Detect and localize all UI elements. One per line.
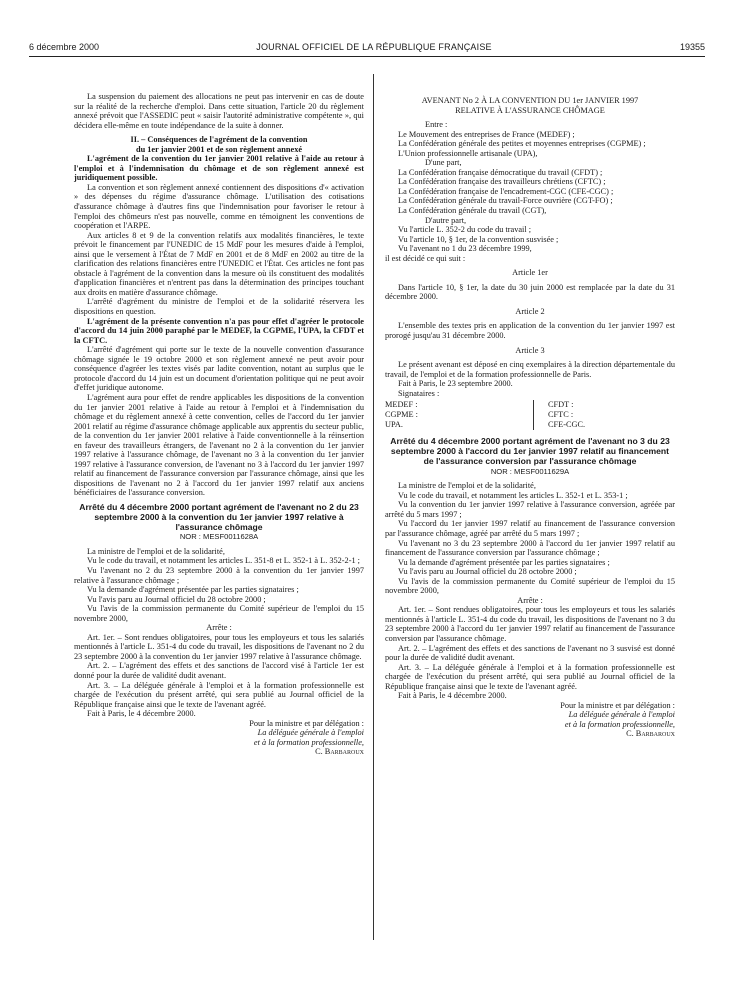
paragraph-bold: L'agrément de la présente convention n'a pas pour effet d'agréer le protocole d'accord du 14 juin 2000 paraphé par le MEDEF, la CGPME, l'UPA, la CFDT et la CFTC.: [74, 316, 364, 345]
party: La Confédération française démocratique du travail (CFDT) ;: [398, 167, 603, 177]
signature-line: Pour la ministre et par délégation :: [560, 700, 675, 710]
party: La Confédération générale des petites et moyennes entreprises (CGPME) ;: [398, 139, 646, 149]
avenant-title: AVENANT No 2 À LA CONVENTION DU 1er JANVIER 1997: [421, 96, 639, 105]
visa: Vu l'article 10, § 1er, de la convention susvisée ;: [398, 234, 559, 244]
page-number: 19355: [679, 42, 705, 52]
signatory: CFTC :: [548, 410, 574, 420]
section-title: du 1er janvier 2001 et de son règlement annexé: [135, 144, 303, 154]
visa: Vu l'avenant no 2 du 23 septembre 2000 à la convention du 1er janvier 1997 relative à l'assurance chômage ;: [74, 566, 364, 585]
visa: Vu l'avis paru au Journal officiel du 28 octobre 2000 ;: [87, 594, 266, 604]
article: Art. 3. – La déléguée générale à l'emploi et à la formation professionnelle est chargée de l'exécution du présent arrêté, qui sera publié au Journal officiel de la République française ainsi que le texte de l'avenant agréé.: [74, 680, 364, 709]
visa: Vu la demande d'agrément présentée par les parties signataires ;: [87, 585, 299, 595]
article-heading: Article 1er: [512, 268, 548, 278]
signing-date: Fait à Paris, le 4 décembre 2000.: [398, 691, 507, 701]
right-column: [385, 96, 675, 739]
party-label: D'une part,: [425, 158, 462, 168]
visa: Vu l'avis paru au Journal officiel du 28 octobre 2000 ;: [398, 567, 577, 577]
signatory: UPA.: [385, 420, 403, 430]
paragraph-bold: L'agrément de la convention du 1er janvier 2001 relative à l'aide au retour à l'emploi et à l'indemnisation du chômage et de son règlement annexé est juridiquement possible.: [74, 154, 364, 183]
visa: Vu le code du travail, et notamment les articles L. 352-1 et L. 353-1 ;: [398, 490, 628, 500]
article: L'ensemble des textes pris en application de la convention du 1er janvier 1997 est prorogé jusqu'au 31 décembre 2000.: [385, 321, 675, 341]
visa: Vu l'avenant no 3 du 23 septembre 2000 à l'accord du 1er janvier 1997 relatif au financement de l'assurance conversion par l'assurance chômage ;: [385, 538, 675, 558]
visa: Vu le code du travail, et notamment les articles L. 351-8 et L. 352-1 à L. 352-2-1 ;: [87, 556, 360, 566]
arrete-label: Arrête :: [206, 623, 232, 633]
nor-reference: NOR : MESF0011628A: [179, 532, 259, 542]
nor-reference: NOR : MESF0011629A: [490, 466, 570, 476]
party: La Confédération française des travailleurs chrétiens (CFTC) ;: [398, 177, 606, 187]
header-date: 6 décembre 2000: [29, 42, 100, 52]
visa: La ministre de l'emploi et de la solidarité,: [87, 546, 225, 556]
paragraph: Aux articles 8 et 9 de la convention relatifs aux modalités financières, le texte prévoit le financement par l'UNEDIC de 15 MdF pour les mesures d'aide à l'emploi, ainsi que le versement à l'État de 7 MdF en 2001 et de 8 MdF en 2002 au titre de la clarification des relations financières entre l'UNEDIC et l'État. Ces articles ne font pas obstacle à l'agrément de la convention dans la mesure où ils constituent des modalités d'application financières et n'entrent pas dans la détermination des principes touchant aux droits en matière d'assurance chômage.: [74, 230, 364, 297]
party-label: D'autre part,: [425, 215, 467, 225]
page-header: [0, 0, 748, 52]
signatory: MEDEF :: [385, 400, 418, 410]
visa: Vu la convention du 1er janvier 1997 relative à l'assurance conversion, agréée par arrêté du 5 mars 1997 ;: [385, 500, 675, 519]
paragraph: L'arrêté d'agrément qui porte sur le texte de la nouvelle convention d'assurance chômage signée le 19 octobre 2000 et son règlement annexé ne peut avoir pour conséquence d'agréer les textes visés par ladite convention, notant au surplus que le protocole d'accord du 14 juin est un document d'orientation politique qui ne peut avoir d'effet juridique autonome.: [74, 345, 364, 393]
article: Art. 2. – L'agrément des effets et des sanctions de l'accord visé à l'article 1er est donné pour la durée de validité dudit avenant.: [74, 661, 364, 681]
visa: Vu l'avis de la commission permanente du Comité supérieur de l'emploi du 15 novembre 2000,: [385, 576, 675, 596]
article: Art. 1er. – Sont rendues obligatoires, pour tous les employeurs et tous les salariés mentionnés à l'article L. 351-4 du code du travail, les dispositions de l'avenant no 2 du 23 septembre 2000 à la convention du 1er janvier 1997 relative à l'assurance chômage.: [74, 632, 364, 661]
signature-line: et à la formation professionnelle,: [564, 719, 675, 729]
article: Art. 1er. – Sont rendues obligatoires, pour tous les employeurs et tous les salariés mentionnés à l'article L. 351-4 du code du travail, les dispositions de l'avenant no 3 du 23 septembre 2000 à l'accord du 1er janvier 1997 relatif au financement de l'assurance conversion par l'assurance chômage.: [385, 605, 675, 643]
avenant-title: RELATIVE À L'ASSURANCE CHÔMAGE: [455, 105, 605, 115]
paragraph: L'agrément aura pour effet de rendre applicables les dispositions de la convention du 1er janvier 2001 relative à l'aide au retour à l'emploi et à l'indemnisation du chômage et du règlement annexé à cette convention, celles de l'accord du 1er janvier 2001 relatif au régime d'assurance chômage applicable aux apprentis du secteur public, de la convention du 1er janvier 2001 relative à l'aide conventionnelle à la réinsertion en faveur des travailleurs étrangers, de l'avenant no 2 à la convention du 1er janvier 1997 relative à l'assurance chômage, de l'avenant no 3 à la convention du 1er janvier 1997 relative à l'assurance conversion, de l'avenant no 3 à l'accord du 1er janvier 1997 relatif au financement de l'assurance conversion par l'assurance chômage, ainsi que les dispositions de l'avenant no 2 à l'accord du 1er janvier 1997 relatif aux anciens bénéficiaires de l'assurance conversion.: [74, 392, 364, 498]
signatories-table: [385, 400, 675, 430]
signing-date: Fait à Paris, le 23 septembre 2000.: [398, 379, 513, 389]
party: L'Union professionnelle artisanale (UPA),: [398, 148, 538, 158]
signatory: CFE-CGC.: [548, 420, 586, 430]
decision: il est décidé ce qui suit :: [385, 253, 466, 263]
signatory-name: C. Barbaroux: [626, 729, 675, 739]
journal-title: JOURNAL OFFICIEL DE LA RÉPUBLIQUE FRANÇAISE: [256, 42, 492, 52]
article: Art. 2. – L'agrément des effets et des sanctions de l'avenant no 3 susvisé est donné pour la durée de validité dudit avenant.: [385, 643, 675, 663]
arrete-title: Arrêté du 4 décembre 2000 portant agrément de l'avenant no 3 du 23 septembre 2000 à l'accord du 1er janvier 1997 relatif au financement de l'assurance conversion par l'assurance chômage: [390, 436, 670, 466]
section-title: II. – Conséquences de l'agrément de la convention: [130, 135, 308, 145]
article-heading: Article 3: [515, 345, 545, 355]
signing-date: Fait à Paris, le 4 décembre 2000.: [87, 709, 196, 719]
signatories-label: Signataires :: [398, 388, 440, 398]
column-divider: [373, 74, 374, 940]
visa: Vu l'avis de la commission permanente du Comité supérieur de l'emploi du 15 novembre 2000,: [74, 604, 364, 623]
signature-line: et à la formation professionnelle,: [253, 737, 364, 747]
party: La Confédération générale du travail (CGT),: [398, 206, 547, 216]
visa: Vu l'article L. 352-2 du code du travail ;: [398, 225, 532, 235]
paragraph: La suspension du paiement des allocations ne peut pas intervenir en cas de doute sur la réalité de la recherche d'emploi. Dans cette situation, l'article 20 du règlement annexé prévoit que l'ASSEDIC peut « saisir l'autorité administrative compétente », qui décidera elle-même en toute indépendance de la suite à donner.: [74, 92, 364, 130]
article: Dans l'article 10, § 1er, la date du 30 juin 2000 est remplacée par la date du 31 décembre 2000.: [385, 282, 675, 302]
article: Le présent avenant est déposé en cinq exemplaires à la direction départementale du travail, de l'emploi et de la formation professionnelle de Paris.: [385, 360, 675, 379]
left-column: [74, 92, 364, 757]
party: La Confédération française de l'encadrement-CGC (CFE-CGC) ;: [398, 186, 614, 196]
article-heading: Article 2: [515, 306, 545, 316]
header-rule: [29, 56, 705, 57]
signature-line: Pour la ministre et par délégation :: [249, 718, 364, 728]
party-label: Entre :: [425, 120, 448, 130]
visa: Vu la demande d'agrément présentée par les parties signataires ;: [398, 557, 610, 567]
article: Art. 3. – La déléguée générale à l'emploi et à la formation professionnelle est chargée de l'exécution du présent arrêté, qui sera publié au Journal officiel de la République française ainsi que le texte de l'avenant agréé.: [385, 662, 675, 691]
visa: La ministre de l'emploi et de la solidarité,: [398, 481, 536, 491]
arrete-title: Arrêté du 4 décembre 2000 portant agrément de l'avenant no 2 du 23 septembre 2000 à la convention du 1er janvier 1997 relative à l'assurance chômage: [79, 501, 359, 532]
party: La Confédération générale du travail-Force ouvrière (CGT-FO) ;: [398, 196, 613, 206]
paragraph: L'arrêté d'agrément du ministre de l'emploi et de la solidarité réservera les dispositions en question.: [74, 297, 364, 317]
signatory-name: C. Barbaroux: [315, 747, 364, 757]
signature-line: La déléguée générale à l'emploi: [257, 728, 364, 738]
paragraph: La convention et son règlement annexé contiennent des dispositions d'« activation » des dépenses du régime d'assurance chômage. L'utilisation des cotisations d'assurance chômage à d'autres fins que l'indemnisation pour favoriser le retour à l'emploi des chômeurs n'est pas nouvelle, comme en témoignent les conventions de coopération et l'ARPE.: [74, 182, 364, 231]
visa: Vu l'accord du 1er janvier 1997 relatif au financement de l'assurance conversion par l'assurance chômage, agréé par arrêté du 5 mars 1997 ;: [385, 519, 675, 538]
visa: Vu l'avenant no 1 du 23 décembre 1999,: [398, 244, 532, 254]
signatory: CFDT :: [548, 400, 574, 410]
party: Le Mouvement des entreprises de France (MEDEF) ;: [398, 129, 575, 139]
signature-line: La déléguée générale à l'emploi: [568, 710, 675, 720]
arrete-label: Arrête :: [517, 595, 543, 605]
signatory: CGPME :: [385, 410, 418, 420]
